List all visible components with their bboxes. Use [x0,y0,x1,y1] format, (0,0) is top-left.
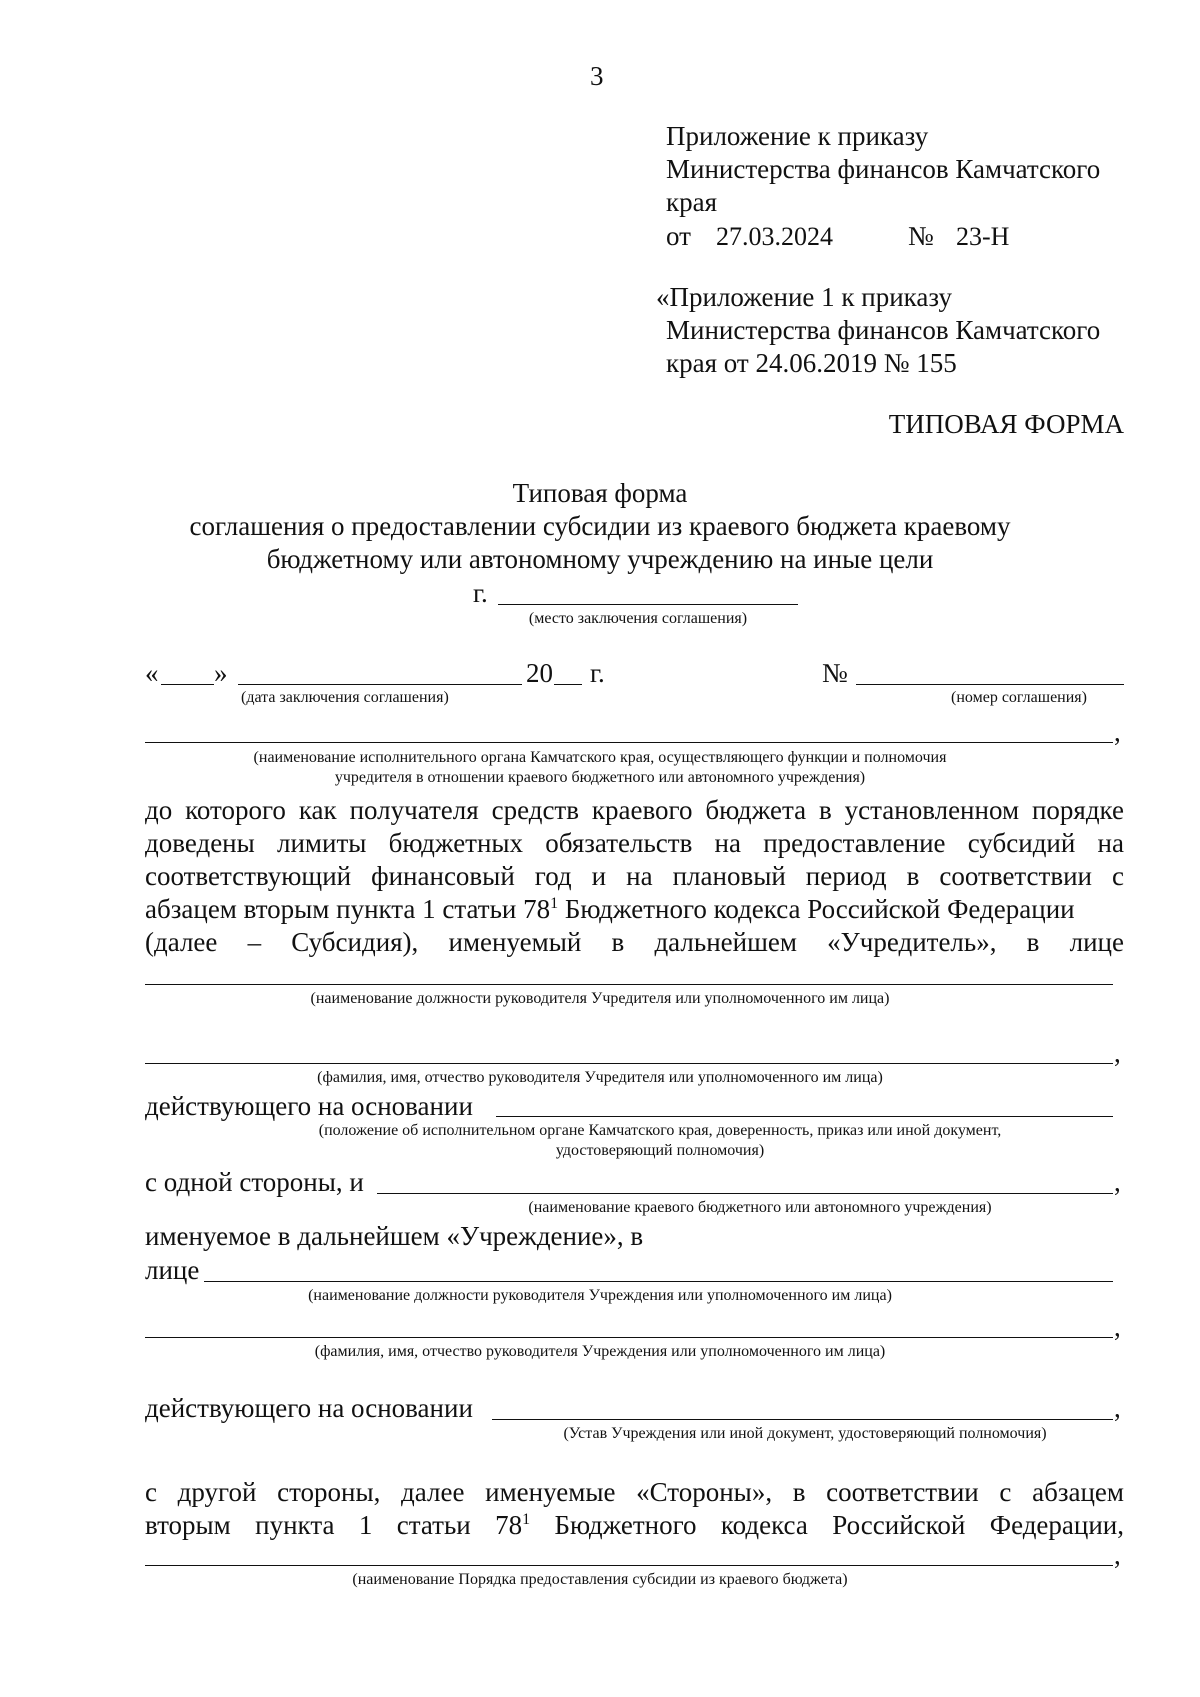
header-no-label: № [908,221,934,251]
founder-fio-line[interactable] [145,1063,1113,1064]
founder-name-caption-line2: учредителя в отношении краевого бюджетного или автономного учреждения) [334,769,866,786]
prev-appendix-line3: края от 24.06.2019 № 155 [666,348,957,378]
date-year-prefix: 20 [526,658,553,688]
closing-paragraph-line2: вторым пункта 1 статьи $78^1$ Бюджетного кодекса Российской Федерации, [145,1510,1124,1540]
founder-name-line[interactable] [145,742,1113,743]
header-ot-label: от [666,221,691,251]
header-order-number: 23-Н [956,222,1010,251]
institution-position-line[interactable] [204,1281,1113,1282]
title-line1: Типовая форма [512,478,688,508]
date-year-line[interactable] [554,684,582,685]
institution-side-label: с одной стороны, и [145,1167,364,1197]
place-caption: (место заключения соглашения) [528,610,748,627]
agreement-number-line[interactable] [856,684,1124,685]
agreement-no-label: № [822,658,848,688]
founder-position-line[interactable] [145,984,1113,985]
institution-name-line[interactable] [377,1193,1113,1194]
closing-paragraph-line1: с другой стороны, далее именуемые «Стороны», в соответствии с абзацем [145,1477,1124,1507]
date-month-line[interactable] [238,684,522,685]
institution-named-line: именуемое в дальнейшем «Учреждение», в [145,1221,644,1251]
date-year-suffix: г. [590,658,605,688]
founder-paragraph-line2: доведены лимиты бюджетных обязательств на предоставление субсидий на [145,828,1124,858]
prev-appendix-line2: Министерства финансов Камчатского [666,315,1101,345]
founder-paragraph-line4: абзацем вторым пункта 1 статьи $78^1$ Бюджетного кодекса Российской Федерации [145,894,1075,924]
institution-name-comma: , [1114,1167,1121,1197]
procedure-name-line[interactable] [145,1565,1113,1566]
date-caption: (дата заключения соглашения) [241,689,449,706]
header-appendix-line1: Приложение к приказу [666,121,929,151]
title-line2: соглашения о предоставлении субсидии из краевого бюджета краевому [189,511,1011,541]
institution-person-label: лице [145,1255,200,1285]
founder-paragraph-line5: (далее – Субсидия), именуемый в дальнейшем «Учредитель», в лице [145,927,1124,957]
date-open-quote: « [145,658,159,688]
date-day-line[interactable] [161,684,214,685]
founder-basis-line[interactable] [496,1116,1113,1117]
founder-basis-caption-line1: (положение об исполнительном органе Камчатского края, доверенность, приказ или иной документ, [318,1122,1002,1139]
institution-basis-label: действующего на основании [145,1393,473,1423]
header-appendix-line3: края [666,187,718,217]
title-line3: бюджетному или автономному учреждению на иные цели [266,544,934,574]
agreement-number-caption: (номер соглашения) [951,689,1087,706]
form-type-label: ТИПОВАЯ ФОРМА [888,409,1124,439]
procedure-name-comma: , [1114,1540,1121,1570]
header-order-date: 27.03.2024 [716,222,833,251]
founder-name-caption-line1: (наименование исполнительного органа Камчатского края, осуществляющего функции и полномочия [253,749,947,766]
founder-basis-label: действующего на основании [145,1091,473,1121]
procedure-name-caption: (наименование Порядка предоставления субсидии из краевого бюджета) [352,1571,848,1588]
founder-name-comma: , [1114,717,1121,747]
header-appendix-line2: Министерства финансов Камчатского [666,154,1101,184]
founder-paragraph-line1: до которого как получателя средств краевого бюджета в установленном порядке [145,795,1124,825]
institution-fio-comma: , [1114,1312,1121,1342]
institution-name-caption: (наименование краевого бюджетного или автономного учреждения) [528,1199,992,1216]
institution-basis-line[interactable] [492,1419,1113,1420]
institution-position-caption: (наименование должности руководителя Учреждения или уполномоченного им лица) [308,1287,892,1304]
founder-position-caption: (наименование должности руководителя Учредителя или уполномоченного им лица) [310,990,890,1007]
founder-fio-comma: , [1114,1038,1121,1068]
institution-basis-caption: (Устав Учреждения или иной документ, удостоверяющий полномочия) [563,1425,1047,1442]
founder-basis-caption-line2: удостоверяющий полномочия) [555,1142,765,1159]
founder-fio-caption: (фамилия, имя, отчество руководителя Учредителя или уполномоченного им лица) [317,1069,883,1086]
prev-appendix-line1: «Приложение 1 к приказу [656,282,952,312]
place-prefix: г. [473,578,488,608]
institution-fio-caption: (фамилия, имя, отчество руководителя Учреждения или уполномоченного им лица) [314,1343,886,1360]
institution-fio-line[interactable] [145,1337,1113,1338]
date-close-quote: » [214,658,228,688]
page-number: 3 [590,61,604,91]
place-input-line[interactable] [498,604,798,605]
institution-basis-comma: , [1114,1393,1121,1423]
founder-paragraph-line3: соответствующий финансовый год и на плановый период в соответствии с [145,861,1124,891]
